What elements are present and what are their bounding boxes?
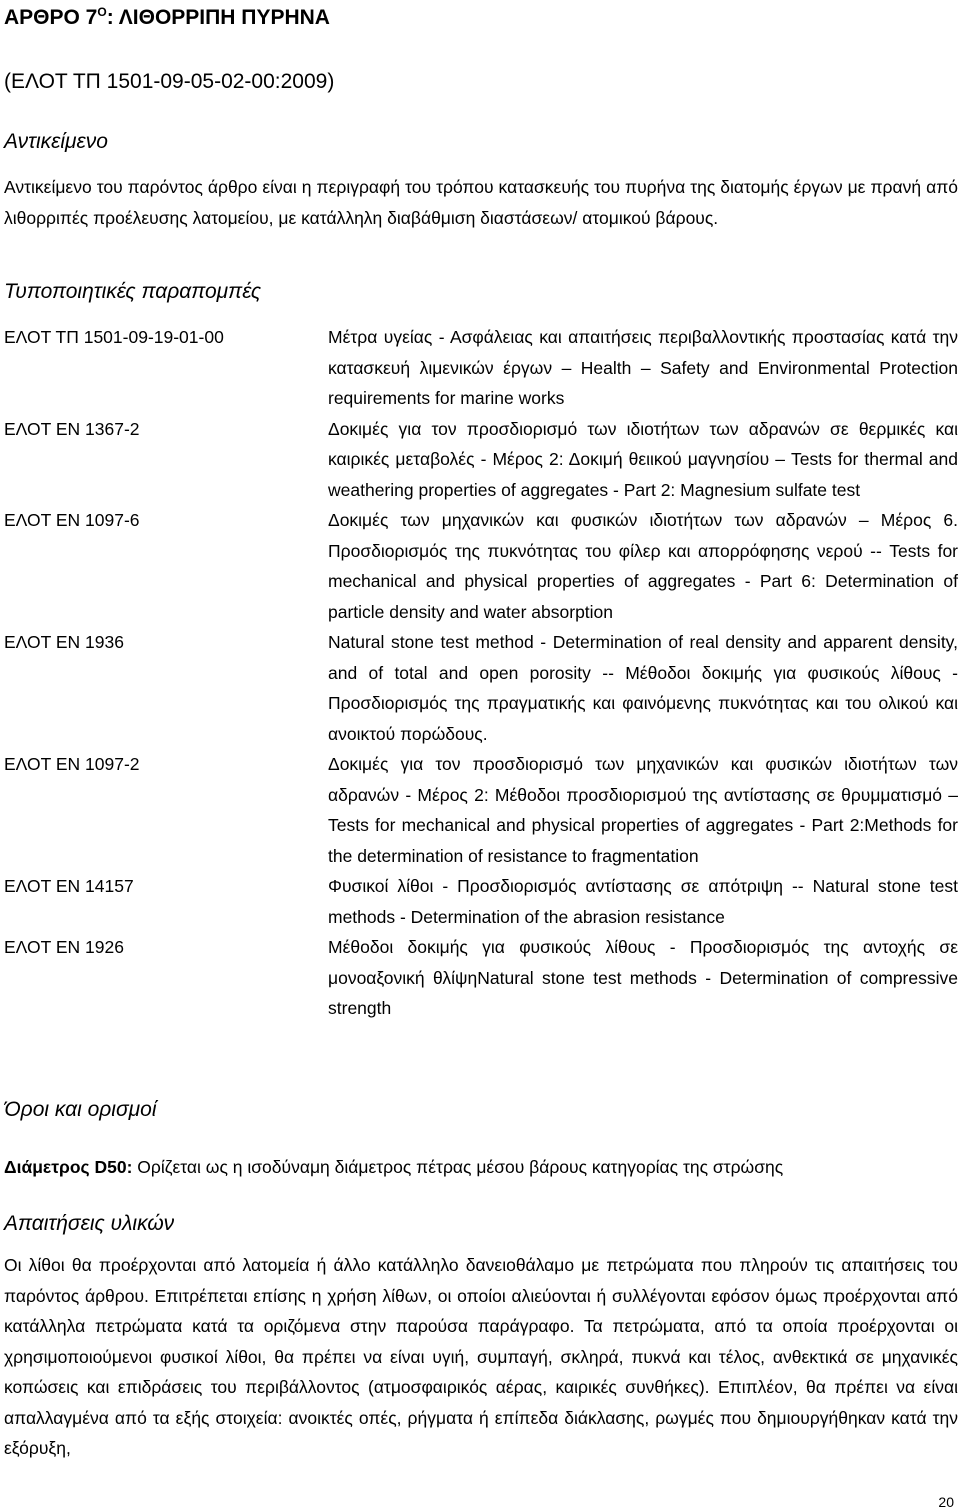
reference-description: Μέθοδοι δοκιμής για φυσικούς λίθους - Προσδιορισμός της αντοχής σε μονοαξονική θλίψηNatural stone test methods - Determination of compressive strength (328, 937, 958, 1018)
reference-code: ΕΛΟΤ EN 14157 (4, 876, 134, 896)
article-title-suffix: : ΛΙΘΟΡΡΙΠΗ ΠΥΡΗΝΑ (106, 6, 330, 29)
reference-code: ΕΛΟΤ EN 1367-2 (4, 418, 140, 439)
reference-code: ΕΛΟΤ EN 1097-6 (4, 510, 140, 530)
page-number: 20 (938, 1494, 954, 1510)
references-heading: Τυποποιητικές παραπομπές (4, 280, 262, 303)
references-list (4, 322, 958, 1024)
reference-code: ΕΛΟΤ EN 1097-2 (4, 754, 140, 774)
reference-code: ΕΛΟΤ EN 1926 (4, 937, 124, 957)
reference-code: ΕΛΟΤ EN 1936 (4, 632, 124, 652)
definition-text: Ορίζεται ως η ισοδύναμη διάμετρος πέτρας μέσου βάρους κατηγορίας της στρώσης (132, 1157, 784, 1177)
definition-d50 (4, 1152, 958, 1183)
materials-heading: Απαιτήσεις υλικών (4, 1212, 175, 1235)
article-title (4, 5, 330, 30)
article-title-prefix: ΑΡΘΡΟ 7 (4, 6, 98, 29)
reference-description: Φυσικοί λίθοι - Προσδιορισμός αντίστασης σε απότριψη -- Natural stone test methods - Determination of the abrasion resistance (328, 876, 958, 927)
reference-code: ΕΛΟΤ ΤΠ 1501-09-19-01-00 (4, 327, 224, 347)
reference-description: Δοκιμές για τον προσδιορισμό των μηχανικών και φυσικών ιδιοτήτων των αδρανών - Μέρος 2: Μέθοδοι προσδιορισμού της αντίστασης σε θρυμματισμό – Tests for mechanical and physical properties of aggregates - Part 2:Methods for the determination of resistance to fragmentation (328, 754, 958, 866)
reference-row (4, 627, 958, 749)
reference-description: Δοκιμές για τον προσδιορισμό των ιδιοτήτων των αδρανών σε θερμικές και καιρικές μεταβολές - Μέρος 2: Δοκιμή θειικού μαγνησίου – Tests for thermal and weathering properties of aggregates - Part 2: Magnesium sulfate test (328, 418, 958, 500)
materials-paragraph: Οι λίθοι θα προέρχονται από λατομεία ή άλλο κατάλληλο δανειοθάλαμο με πετρώματα που πληρούν τις απαιτήσεις του παρόντος άρθρου. Επιτρέπεται επίσης η χρήση λίθων, οι οποίοι αλιεύονται ή συλλέγονται εφόσον όμως προέρχονται από κατάλληλα πετρώματα κατά τα οριζόμενα στην παρούσα παράγραφο. Τα πετρώματα, από τα οποία προέρχονται οι χρησιμοποιούμενοι φυσικοί λίθοι, θα πρέπει να είναι υγιή, συμπαγή, σκληρά, πυκνά και τέλος, ανθεκτικά σε μηχανικές κοπώσεις και επιδράσεις του περιβάλλοντος (ατμοσφαιρικός αέρας, καιρικές συνθήκες). Επιπλέον, θα πρέπει να είναι απαλλαγμένα από τα εξής στοιχεία: ανοικτές οπές, ρήγματα ή επίπεδα διάκλασης, ρωγμές που δημιουργήθηκαν κατά την εξόρυξη, (4, 1255, 958, 1458)
subject-paragraph: Αντικείμενο του παρόντος άρθρο είναι η περιγραφή του τρόπου κατασκευής του πυρήνα της διατομής έργων με πρανή από λιθορριπές προέλευσης λατομείου, με κατάλληλη διαβάθμιση διαστάσεων/ ατομικού βάρους. (4, 177, 958, 228)
standard-code: (ΕΛΟΤ ΤΠ 1501-09-05-02-00:2009) (4, 70, 335, 93)
reference-row (4, 871, 958, 932)
subject-heading: Αντικείμενο (4, 130, 108, 153)
terms-heading: Όροι και ορισμοί (4, 1098, 157, 1121)
reference-row (4, 932, 958, 1024)
reference-row (4, 414, 958, 506)
definition-term: Διάμετρος D50: (4, 1157, 133, 1177)
reference-description: Δοκιμές των μηχανικών και φυσικών ιδιοτήτων των αδρανών – Μέρος 6. Προσδιορισμός της πυκνότητας του φίλερ και απορρόφησης νερού -- Tests for mechanical and physical properties of aggregates - Part 6: Determination of particle density and water absorption (328, 510, 958, 622)
article-title-superscript: Ο (97, 5, 107, 19)
reference-row (4, 749, 958, 871)
reference-row (4, 505, 958, 627)
reference-description: Natural stone test method - Determination of real density and apparent density, and of total and open porosity -- Μέθοδοι δοκιμής για φυσικούς λίθους - Προσδιορισμός της πραγματικής και φαινόμενης πυκνότητας και του ολικού και ανοικτού πορώδους. (328, 632, 958, 744)
reference-row (4, 322, 958, 414)
reference-description: Μέτρα υγείας - Ασφάλειας και απαιτήσεις περιβαλλοντικής προστασίας κατά την κατασκευή λιμενικών έργων – Health – Safety and Environmental Protection requirements for marine works (328, 327, 958, 408)
